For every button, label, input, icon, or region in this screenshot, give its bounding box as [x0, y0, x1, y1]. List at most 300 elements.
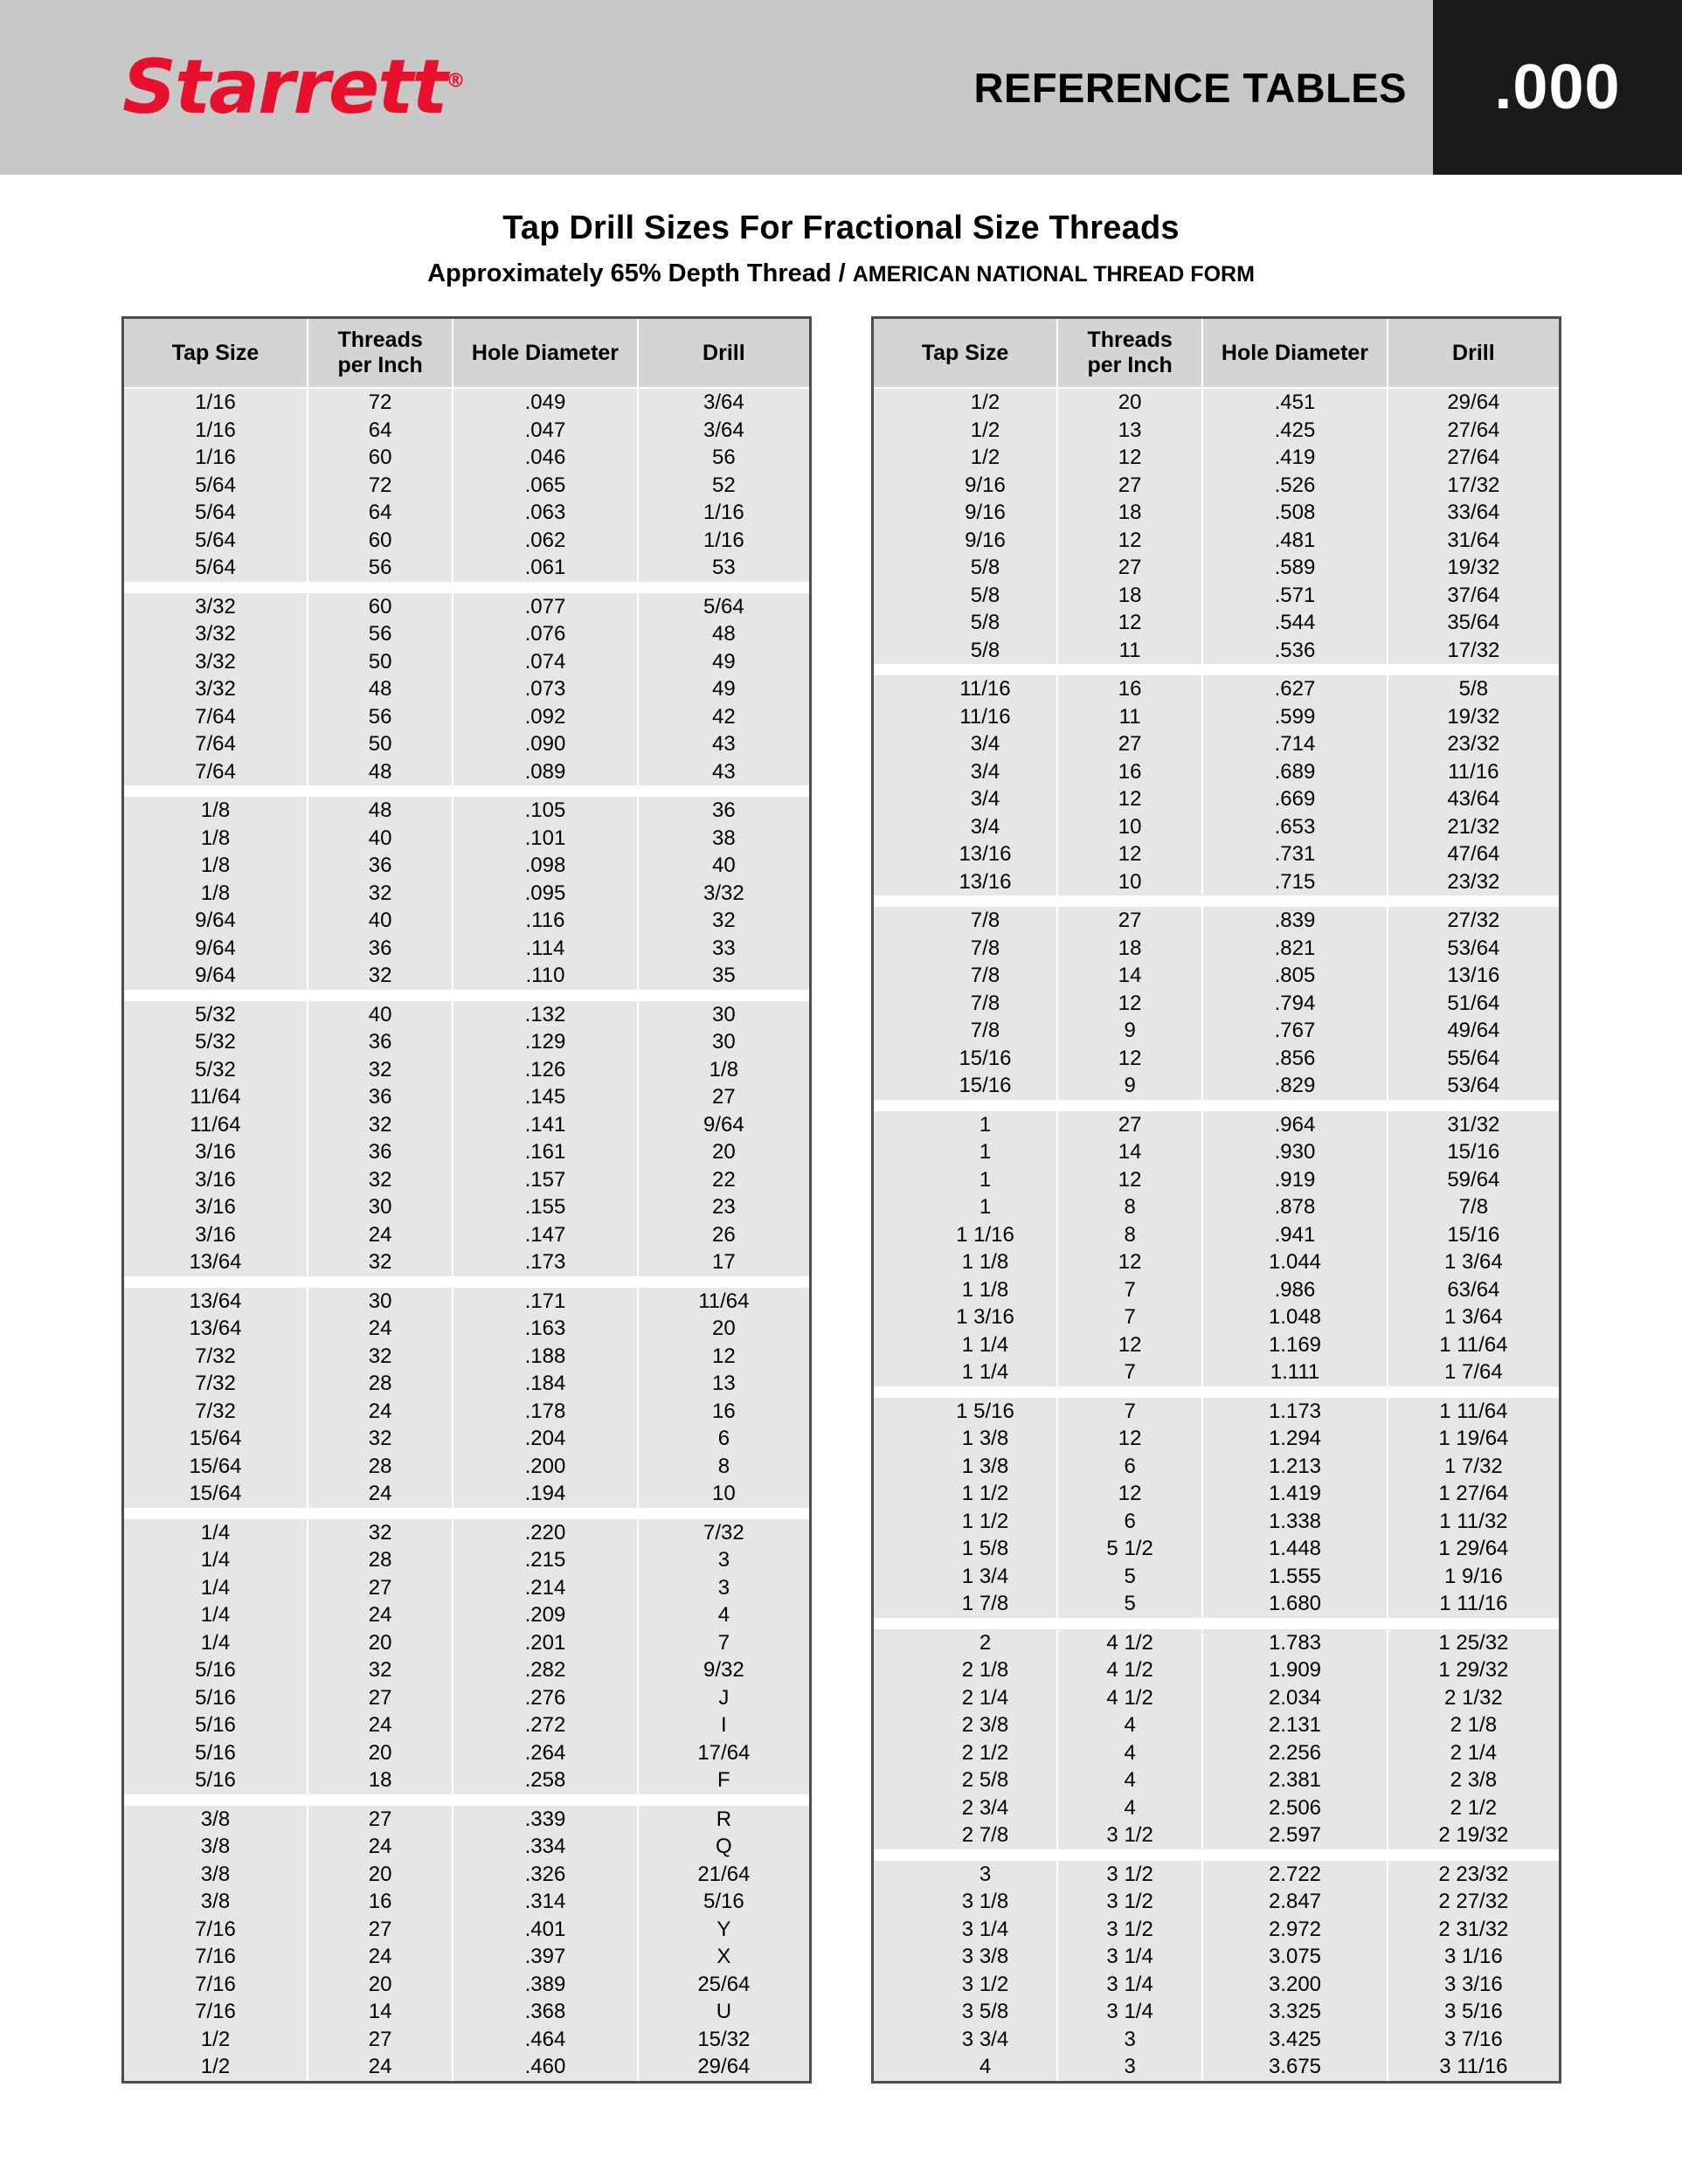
- cell-tap-size: 11/64: [122, 1111, 308, 1139]
- cell-tap-size: 7/8: [872, 962, 1057, 990]
- table-row: [872, 813, 1560, 841]
- col-header-threads-per-inch: [1057, 318, 1201, 389]
- table-row: [122, 1453, 810, 1481]
- table-row: [122, 1370, 810, 1398]
- cell-hole-diameter: 2.597: [1202, 1821, 1388, 1849]
- cell-drill: 27: [638, 1083, 810, 1111]
- cell-tap-size: 1 5/8: [872, 1535, 1057, 1563]
- group-separator: [872, 1100, 1560, 1111]
- cell-tap-size: 13/64: [122, 1288, 308, 1316]
- table-row: [122, 1711, 810, 1739]
- table-row: [872, 2053, 1560, 2082]
- cell-tap-size: 5/16: [122, 1656, 308, 1684]
- cell-tap-size: 9/64: [122, 935, 308, 963]
- cell-hole-diameter: .821: [1202, 935, 1388, 963]
- cell-hole-diameter: .544: [1202, 609, 1388, 637]
- cell-hole-diameter: .101: [453, 825, 638, 853]
- table-row: [872, 1221, 1560, 1249]
- cell-tap-size: 3/16: [122, 1138, 308, 1166]
- table-row: [872, 1276, 1560, 1304]
- cell-tap-size: 9/64: [122, 962, 308, 990]
- cell-hole-diameter: 1.213: [1202, 1453, 1388, 1481]
- cell-hole-diameter: .061: [453, 554, 638, 582]
- cell-threads-per-inch: 3 1/4: [1057, 1971, 1201, 1999]
- cell-hole-diameter: .074: [453, 648, 638, 676]
- cell-threads-per-inch: 32: [308, 1111, 452, 1139]
- tap-drill-table-right: [871, 316, 1561, 2084]
- cell-threads-per-inch: 16: [1057, 675, 1201, 703]
- cell-threads-per-inch: 4 1/2: [1057, 1629, 1201, 1657]
- cell-tap-size: 1: [872, 1111, 1057, 1139]
- cell-hole-diameter: .126: [453, 1056, 638, 1084]
- cell-hole-diameter: .049: [453, 388, 638, 417]
- cell-hole-diameter: .145: [453, 1083, 638, 1111]
- cell-hole-diameter: 3.075: [1202, 1943, 1388, 1971]
- cell-hole-diameter: .171: [453, 1288, 638, 1316]
- table-row: [122, 2026, 810, 2054]
- cell-threads-per-inch: 12: [1057, 840, 1201, 868]
- cell-tap-size: 5/16: [122, 1739, 308, 1767]
- cell-hole-diameter: .147: [453, 1221, 638, 1249]
- cell-tap-size: 7/8: [872, 907, 1057, 935]
- table-row: [872, 990, 1560, 1018]
- cell-drill: 1/16: [638, 499, 810, 527]
- cell-drill: 1 3/64: [1388, 1248, 1560, 1276]
- cell-tap-size: 2 1/8: [872, 1656, 1057, 1684]
- table-row: [122, 1001, 810, 1029]
- cell-hole-diameter: .194: [453, 1480, 638, 1508]
- cell-hole-diameter: .986: [1202, 1276, 1388, 1304]
- cell-threads-per-inch: 18: [1057, 935, 1201, 963]
- cell-hole-diameter: .155: [453, 1193, 638, 1221]
- cell-tap-size: 7/32: [122, 1398, 308, 1426]
- cell-hole-diameter: .714: [1202, 730, 1388, 758]
- cell-hole-diameter: .964: [1202, 1111, 1388, 1139]
- cell-hole-diameter: 1.783: [1202, 1629, 1388, 1657]
- cell-hole-diameter: 1.294: [1202, 1425, 1388, 1453]
- cell-hole-diameter: 1.555: [1202, 1563, 1388, 1591]
- table-row: [122, 444, 810, 472]
- group-separator: [872, 895, 1560, 907]
- table-row: [872, 1916, 1560, 1944]
- cell-drill: 9/64: [638, 1111, 810, 1139]
- cell-tap-size: 7/64: [122, 703, 308, 731]
- cell-tap-size: 3 1/4: [872, 1916, 1057, 1944]
- cell-tap-size: 1/4: [122, 1519, 308, 1547]
- cell-threads-per-inch: 24: [308, 2053, 452, 2082]
- cell-hole-diameter: .089: [453, 758, 638, 786]
- cell-hole-diameter: .460: [453, 2053, 638, 2082]
- group-separator: [122, 785, 810, 797]
- cell-hole-diameter: .314: [453, 1888, 638, 1916]
- cell-tap-size: 3/4: [872, 730, 1057, 758]
- cell-drill: Y: [638, 1916, 810, 1944]
- cell-threads-per-inch: 32: [308, 1343, 452, 1371]
- cell-drill: 21/32: [1388, 813, 1560, 841]
- cell-drill: 3 5/16: [1388, 1998, 1560, 2026]
- cell-tap-size: 5/8: [872, 609, 1057, 637]
- cell-hole-diameter: .173: [453, 1248, 638, 1276]
- cell-tap-size: 1 1/2: [872, 1480, 1057, 1508]
- cell-drill: 63/64: [1388, 1276, 1560, 1304]
- table-row: [872, 1535, 1560, 1563]
- cell-tap-size: 2: [872, 1629, 1057, 1657]
- table-row: [122, 1916, 810, 1944]
- cell-tap-size: 5/16: [122, 1684, 308, 1712]
- cell-tap-size: 13/64: [122, 1315, 308, 1343]
- cell-tap-size: 1/16: [122, 444, 308, 472]
- cell-drill: 1 11/32: [1388, 1508, 1560, 1536]
- table-row: [122, 1343, 810, 1371]
- cell-tap-size: 9/16: [872, 527, 1057, 555]
- cell-threads-per-inch: 27: [1057, 907, 1201, 935]
- table-row: [872, 1563, 1560, 1591]
- cell-tap-size: 5/64: [122, 499, 308, 527]
- cell-threads-per-inch: 3 1/4: [1057, 1998, 1201, 2026]
- cell-tap-size: 1/16: [122, 417, 308, 445]
- cell-drill: 33: [638, 935, 810, 963]
- table-body: [872, 388, 1560, 2082]
- cell-hole-diameter: .419: [1202, 444, 1388, 472]
- table-row: [122, 797, 810, 825]
- cell-tap-size: 7/8: [872, 1017, 1057, 1045]
- cell-tap-size: 3/8: [122, 1861, 308, 1889]
- cell-threads-per-inch: 12: [1057, 1425, 1201, 1453]
- cell-drill: 25/64: [638, 1971, 810, 1999]
- cell-threads-per-inch: 60: [308, 444, 452, 472]
- cell-drill: 2 27/32: [1388, 1888, 1560, 1916]
- page-subtitle-small: AMERICAN NATIONAL THREAD FORM: [852, 262, 1255, 287]
- cell-threads-per-inch: 32: [308, 1425, 452, 1453]
- cell-threads-per-inch: 72: [308, 388, 452, 417]
- cell-drill: 55/64: [1388, 1045, 1560, 1073]
- cell-tap-size: 1/16: [122, 388, 308, 417]
- reference-tables-title: REFERENCE TABLES: [973, 64, 1407, 111]
- cell-drill: 9/32: [638, 1656, 810, 1684]
- cell-hole-diameter: .276: [453, 1684, 638, 1712]
- cell-tap-size: 3 1/2: [872, 1971, 1057, 1999]
- cell-tap-size: 13/16: [872, 868, 1057, 896]
- cell-threads-per-inch: 20: [308, 1739, 452, 1767]
- cell-drill: 1/8: [638, 1056, 810, 1084]
- cell-drill: 15/16: [1388, 1221, 1560, 1249]
- cell-drill: 3: [638, 1574, 810, 1602]
- table-row: [872, 1888, 1560, 1916]
- cell-drill: 20: [638, 1138, 810, 1166]
- cell-tap-size: 15/64: [122, 1425, 308, 1453]
- cell-hole-diameter: .669: [1202, 785, 1388, 813]
- cell-hole-diameter: 1.111: [1202, 1358, 1388, 1386]
- cell-threads-per-inch: 27: [308, 1916, 452, 1944]
- cell-drill: 30: [638, 1028, 810, 1056]
- cell-threads-per-inch: 12: [1057, 527, 1201, 555]
- cell-tap-size: 1/4: [122, 1601, 308, 1629]
- cell-tap-size: 7/32: [122, 1343, 308, 1371]
- cell-drill: 56: [638, 444, 810, 472]
- cell-hole-diameter: .627: [1202, 675, 1388, 703]
- cell-hole-diameter: 2.847: [1202, 1888, 1388, 1916]
- col-header-drill: Drill: [638, 318, 810, 389]
- cell-tap-size: 15/16: [872, 1072, 1057, 1100]
- cell-tap-size: 1 1/4: [872, 1358, 1057, 1386]
- table-row: [872, 1072, 1560, 1100]
- table-row: [872, 1971, 1560, 1999]
- table-row: [872, 1766, 1560, 1794]
- cell-hole-diameter: .794: [1202, 990, 1388, 1018]
- cell-hole-diameter: .878: [1202, 1193, 1388, 1221]
- table-row: [122, 1519, 810, 1547]
- table-row: [872, 1739, 1560, 1767]
- cell-drill: 6: [638, 1425, 810, 1453]
- cell-threads-per-inch: 7: [1057, 1303, 1201, 1331]
- cell-drill: 13/16: [1388, 962, 1560, 990]
- cell-drill: 3 3/16: [1388, 1971, 1560, 1999]
- table-row: [122, 758, 810, 786]
- table-row: [122, 1083, 810, 1111]
- table-row: [872, 1248, 1560, 1276]
- cell-threads-per-inch: 14: [308, 1998, 452, 2026]
- tap-drill-table-left: [121, 316, 812, 2084]
- table-row: [122, 1656, 810, 1684]
- cell-drill: 32: [638, 907, 810, 935]
- cell-threads-per-inch: 4: [1057, 1711, 1201, 1739]
- cell-hole-diameter: .368: [453, 1998, 638, 2026]
- table-row: [872, 1166, 1560, 1194]
- table-row: [122, 1398, 810, 1426]
- cell-threads-per-inch: 27: [1057, 554, 1201, 582]
- cell-tap-size: 1/2: [872, 417, 1057, 445]
- table-row: [872, 1453, 1560, 1481]
- table-row: [122, 1221, 810, 1249]
- table-row: [872, 1861, 1560, 1889]
- cell-hole-diameter: 3.200: [1202, 1971, 1388, 1999]
- cell-drill: 27/64: [1388, 417, 1560, 445]
- cell-threads-per-inch: 3 1/2: [1057, 1861, 1201, 1889]
- cell-hole-diameter: .063: [453, 499, 638, 527]
- cell-hole-diameter: .132: [453, 1001, 638, 1029]
- cell-tap-size: 3/8: [122, 1806, 308, 1834]
- cell-threads-per-inch: 56: [308, 703, 452, 731]
- cell-drill: 3 1/16: [1388, 1943, 1560, 1971]
- cell-threads-per-inch: 32: [308, 1519, 452, 1547]
- cell-threads-per-inch: 18: [1057, 499, 1201, 527]
- cell-tap-size: 1 1/16: [872, 1221, 1057, 1249]
- cell-tap-size: 3/8: [122, 1833, 308, 1861]
- cell-drill: 23/32: [1388, 730, 1560, 758]
- cell-drill: 38: [638, 825, 810, 853]
- cell-drill: 29/64: [638, 2053, 810, 2082]
- cell-tap-size: 3/32: [122, 648, 308, 676]
- cell-threads-per-inch: 24: [308, 1833, 452, 1861]
- registered-trademark-icon: ®: [446, 70, 464, 93]
- group-separator: [872, 1849, 1560, 1861]
- table-row: [122, 1739, 810, 1767]
- cell-tap-size: 15/64: [122, 1480, 308, 1508]
- cell-hole-diameter: .731: [1202, 840, 1388, 868]
- cell-threads-per-inch: 20: [308, 1971, 452, 1999]
- table-row: [122, 1425, 810, 1453]
- cell-drill: 2 3/8: [1388, 1766, 1560, 1794]
- cell-drill: 1 11/16: [1388, 1590, 1560, 1618]
- table-row: [122, 1888, 810, 1916]
- cell-drill: 16: [638, 1398, 810, 1426]
- cell-hole-diameter: .090: [453, 730, 638, 758]
- cell-tap-size: 1/8: [122, 852, 308, 880]
- cell-threads-per-inch: 20: [308, 1861, 452, 1889]
- table-row: [122, 1480, 810, 1508]
- cell-threads-per-inch: 27: [1057, 1111, 1201, 1139]
- cell-hole-diameter: .258: [453, 1766, 638, 1794]
- table-row: [122, 907, 810, 935]
- col-header-threads-per-inch: [308, 318, 452, 389]
- cell-drill: 15/16: [1388, 1138, 1560, 1166]
- table-row: [122, 730, 810, 758]
- cell-threads-per-inch: 40: [308, 825, 452, 853]
- table-row: [872, 499, 1560, 527]
- cell-hole-diameter: .272: [453, 1711, 638, 1739]
- cell-tap-size: 2 3/8: [872, 1711, 1057, 1739]
- cell-tap-size: 9/16: [872, 472, 1057, 500]
- cell-threads-per-inch: 28: [308, 1453, 452, 1481]
- cell-threads-per-inch: 13: [1057, 417, 1201, 445]
- cell-tap-size: 5/32: [122, 1056, 308, 1084]
- cell-drill: 19/32: [1388, 703, 1560, 731]
- cell-drill: 49: [638, 648, 810, 676]
- cell-hole-diameter: 1.173: [1202, 1398, 1388, 1426]
- cell-tap-size: 1/8: [122, 880, 308, 908]
- cell-hole-diameter: .829: [1202, 1072, 1388, 1100]
- cell-tap-size: 1 5/16: [872, 1398, 1057, 1426]
- cell-drill: 1 7/64: [1388, 1358, 1560, 1386]
- cell-drill: 33/64: [1388, 499, 1560, 527]
- cell-hole-diameter: .209: [453, 1601, 638, 1629]
- cell-threads-per-inch: 4 1/2: [1057, 1656, 1201, 1684]
- table-row: [872, 1425, 1560, 1453]
- cell-threads-per-inch: 48: [308, 675, 452, 703]
- cell-tap-size: 7/16: [122, 1971, 308, 1999]
- cell-tap-size: 7/64: [122, 758, 308, 786]
- table-row: [122, 1111, 810, 1139]
- table-row: [872, 1303, 1560, 1331]
- cell-hole-diameter: .204: [453, 1425, 638, 1453]
- cell-hole-diameter: .161: [453, 1138, 638, 1166]
- cell-tap-size: 3/32: [122, 593, 308, 621]
- group-separator: [872, 664, 1560, 675]
- cell-tap-size: 1: [872, 1138, 1057, 1166]
- table-row: [122, 2053, 810, 2082]
- table-row: [122, 1028, 810, 1056]
- table-row: [872, 444, 1560, 472]
- cell-hole-diameter: .715: [1202, 868, 1388, 896]
- cell-threads-per-inch: 12: [1057, 785, 1201, 813]
- table-row: [872, 1138, 1560, 1166]
- col-header-tap-size: Tap Size: [872, 318, 1057, 389]
- corner-badge: [1433, 0, 1682, 175]
- cell-drill: 2 1/4: [1388, 1739, 1560, 1767]
- cell-drill: 51/64: [1388, 990, 1560, 1018]
- cell-hole-diameter: .481: [1202, 527, 1388, 555]
- cell-hole-diameter: 1.680: [1202, 1590, 1388, 1618]
- cell-hole-diameter: .105: [453, 797, 638, 825]
- cell-hole-diameter: 2.256: [1202, 1739, 1388, 1767]
- table-row: [872, 785, 1560, 813]
- table-row: [872, 1193, 1560, 1221]
- table-row: [872, 472, 1560, 500]
- cell-hole-diameter: .215: [453, 1546, 638, 1574]
- cell-threads-per-inch: 10: [1057, 813, 1201, 841]
- group-separator: [122, 1794, 810, 1806]
- cell-tap-size: 7/16: [122, 1943, 308, 1971]
- cell-threads-per-inch: 18: [308, 1766, 452, 1794]
- cell-hole-diameter: .389: [453, 1971, 638, 1999]
- cell-threads-per-inch: 40: [308, 1001, 452, 1029]
- table-row: [122, 825, 810, 853]
- page-subtitle-bold: Approximately 65% Depth Thread /: [427, 259, 853, 287]
- cell-hole-diameter: .401: [453, 1916, 638, 1944]
- cell-drill: 31/64: [1388, 527, 1560, 555]
- table-row: [122, 1546, 810, 1574]
- table-row: [122, 880, 810, 908]
- cell-tap-size: 1 1/2: [872, 1508, 1057, 1536]
- table-header-row: [872, 318, 1560, 389]
- cell-threads-per-inch: 12: [1057, 1045, 1201, 1073]
- table-row: [122, 935, 810, 963]
- table-row: [122, 1629, 810, 1657]
- table-row: [122, 1601, 810, 1629]
- cell-hole-diameter: .930: [1202, 1138, 1388, 1166]
- cell-drill: 19/32: [1388, 554, 1560, 582]
- cell-hole-diameter: .334: [453, 1833, 638, 1861]
- cell-drill: 3/32: [638, 880, 810, 908]
- cell-tap-size: 1/2: [122, 2053, 308, 2082]
- table-row: [122, 554, 810, 582]
- cell-drill: 35/64: [1388, 609, 1560, 637]
- cell-hole-diameter: .805: [1202, 962, 1388, 990]
- table-row: [122, 648, 810, 676]
- cell-threads-per-inch: 64: [308, 417, 452, 445]
- cell-drill: 1 7/32: [1388, 1453, 1560, 1481]
- cell-drill: 42: [638, 703, 810, 731]
- group-separator: [122, 1508, 810, 1519]
- cell-threads-per-inch: 12: [1057, 1480, 1201, 1508]
- table-row: [872, 417, 1560, 445]
- cell-hole-diameter: .076: [453, 620, 638, 648]
- cell-drill: 2 1/8: [1388, 1711, 1560, 1739]
- cell-hole-diameter: .919: [1202, 1166, 1388, 1194]
- cell-tap-size: 4: [872, 2053, 1057, 2082]
- cell-threads-per-inch: 56: [308, 620, 452, 648]
- cell-drill: 13: [638, 1370, 810, 1398]
- cell-hole-diameter: .536: [1202, 637, 1388, 665]
- cell-drill: 17/64: [638, 1739, 810, 1767]
- cell-threads-per-inch: 27: [308, 2026, 452, 2054]
- cell-threads-per-inch: 36: [308, 1028, 452, 1056]
- table-row: [872, 1998, 1560, 2026]
- table-row: [122, 703, 810, 731]
- cell-drill: 2 1/32: [1388, 1684, 1560, 1712]
- cell-drill: 10: [638, 1480, 810, 1508]
- table-row: [122, 852, 810, 880]
- cell-hole-diameter: .326: [453, 1861, 638, 1889]
- table-row: [872, 1398, 1560, 1426]
- cell-tap-size: 3/4: [872, 785, 1057, 813]
- cell-tap-size: 1/2: [872, 388, 1057, 417]
- cell-tap-size: 7/8: [872, 990, 1057, 1018]
- table-row: [872, 1508, 1560, 1536]
- cell-threads-per-inch: 18: [1057, 582, 1201, 610]
- cell-hole-diameter: .065: [453, 472, 638, 500]
- cell-hole-diameter: 1.048: [1202, 1303, 1388, 1331]
